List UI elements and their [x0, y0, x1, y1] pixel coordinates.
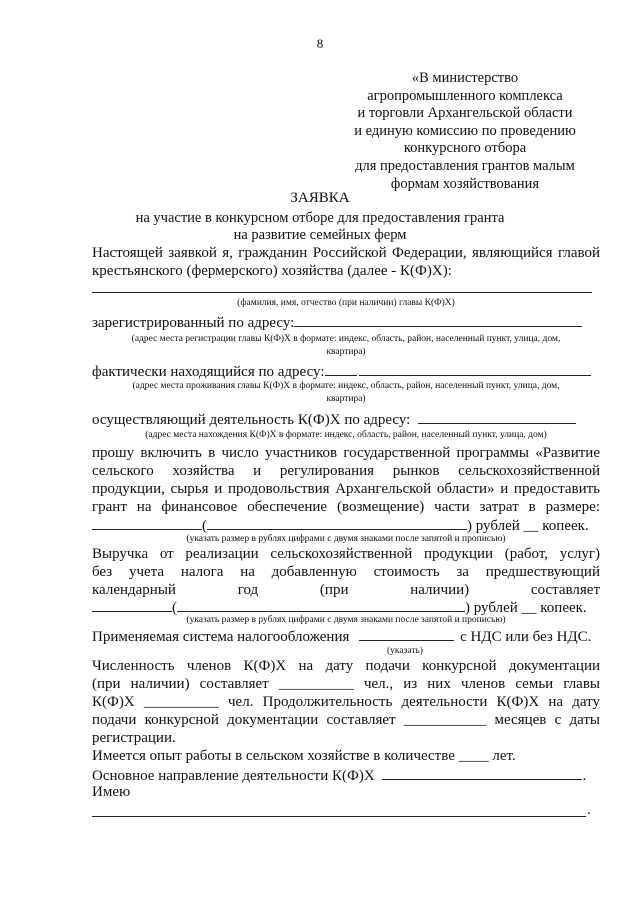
intro-line: Настоящей заявкой я, гражданин Российской Федерации, являющийся главой: [92, 245, 600, 261]
revenue-line: календарный год (при наличии) составляет: [92, 582, 600, 598]
addressee-line: формам хозяйствования: [390, 175, 540, 192]
fact-address-row: [92, 362, 600, 382]
request-line: грант на финансовое обеспечение (возмещение) части затрат в размере:: [92, 499, 600, 515]
grant-amount-digits-field[interactable]: [92, 516, 202, 530]
rubles-suffix: ) рублей __ копеек.: [467, 518, 589, 534]
have-field-line[interactable]: [92, 816, 586, 817]
name-field-line[interactable]: [92, 292, 592, 293]
fact-address-field-b[interactable]: [359, 362, 591, 376]
tax-system-label: Применяемая система налогообложения: [92, 629, 350, 645]
request-line: сельского хозяйства и регулирования рынков сельскохозяйственной: [92, 463, 600, 479]
grant-amount-words-field-a[interactable]: [207, 516, 302, 530]
revenue-digits-field[interactable]: [92, 598, 172, 612]
revenue-amount-hint: (указать размер в рублях цифрами с двумя знаками после запятой и прописью): [186, 615, 506, 625]
request-line: прошу включить в число участников государственной программы «Развитие: [92, 445, 600, 461]
reg-address-label: зарегистрированный по адресу:: [92, 315, 295, 331]
revenue-line: Выручка от реализации сельскохозяйственной продукции (работ, услуг): [92, 546, 600, 562]
subtitle-line: на участие в конкурсном отборе для предоставления гранта: [135, 210, 505, 226]
have-label: Имею: [92, 784, 131, 800]
main-activity-row: Основное направление деятельности К(Ф)Х .: [92, 768, 587, 784]
addressee-line: и единую комиссию по проведению: [354, 122, 576, 139]
open-paren: (: [172, 600, 177, 616]
hint-line: квартира): [326, 347, 366, 357]
addressee-line: для предоставления грантов малым: [355, 157, 575, 174]
addressee-line: «В министерство: [411, 70, 519, 86]
tax-system-row: [92, 627, 600, 647]
activity-address-field[interactable]: [418, 410, 576, 424]
tax-system-field[interactable]: [359, 627, 454, 641]
fact-address-label: фактически находящийся по адресу:: [92, 364, 325, 380]
final-period: .: [587, 802, 591, 818]
reg-address-hint: [92, 333, 600, 359]
reg-address-field[interactable]: [294, 313, 582, 327]
reg-address-row: [92, 313, 600, 333]
addressee-line: и торговли Архангельской области: [357, 105, 573, 122]
members-line: подачи конкурсной документации составляет ___________ месяцев с даты: [92, 712, 600, 728]
request-line: продукции, сырья и продовольствия Архангельской области» и предоставить: [92, 481, 600, 497]
hint-line: (адрес места проживания главы К(Ф)Х в формате: индекс, область, район, населенный пункт, улица, дом,: [132, 381, 560, 391]
activity-address-hint: (адрес места нахождения К(Ф)Х в формате: индекс, область, район, населенный пункт, улица, дом): [145, 430, 547, 440]
page-number: 8: [316, 36, 324, 51]
tax-system-hint: (указать): [387, 646, 423, 656]
grant-amount-words-field-b[interactable]: [302, 516, 467, 530]
grant-amount-hint: (указать размер в рублях цифрами с двумя знаками после запятой и прописью): [186, 534, 506, 544]
members-line: К(Ф)Х __________ чел. Продолжительность деятельности К(Ф)Х на дату: [92, 694, 600, 710]
open-paren: (: [202, 518, 207, 534]
experience-line: Имеется опыт работы в сельском хозяйстве в количестве ____ лет.: [92, 748, 516, 764]
subtitle-line: на развитие семейных ферм: [233, 227, 407, 243]
addressee-line: агропромышленного комплекса: [367, 87, 563, 104]
activity-address-label: осуществляющий деятельность К(Ф)Х по адресу:: [92, 412, 411, 428]
revenue-words-field-a[interactable]: [177, 598, 359, 612]
document-title: ЗАЯВКА: [290, 190, 350, 206]
activity-address-row: [92, 410, 600, 430]
fact-address-field-a[interactable]: [325, 362, 357, 376]
members-line: регистрации.: [92, 730, 176, 746]
intro-line: крестьянского (фермерского) хозяйства (далее - К(Ф)Х):: [92, 263, 452, 279]
addressee-line: конкурсного отбора: [403, 140, 527, 157]
rubles-suffix: ) рублей __ копеек.: [465, 600, 587, 616]
hint-line: (адрес места регистрации главы К(Ф)Х в формате: индекс, область, район, населенный пункт, улица, дом,: [131, 334, 561, 344]
addressee-block: [340, 70, 590, 193]
main-activity-label: Основное направление деятельности К(Ф)Х: [92, 768, 375, 784]
revenue-words-field-b[interactable]: [359, 598, 465, 612]
fact-address-hint: [92, 380, 600, 406]
tax-system-suffix: с НДС или без НДС.: [460, 629, 592, 645]
hint-line: квартира): [326, 394, 366, 404]
name-field-hint: (фамилия, имя, отчество (при наличии) главы К(Ф)Х): [237, 298, 455, 308]
members-line: (при наличии) составляет __________ чел., из них членов семьи главы: [92, 676, 600, 692]
revenue-line: без учета налога на добавленную стоимость за предшествующий: [92, 564, 600, 580]
main-activity-field[interactable]: [382, 766, 582, 780]
members-line: Численность членов К(Ф)Х на дату подачи конкурсной документации: [92, 658, 600, 674]
